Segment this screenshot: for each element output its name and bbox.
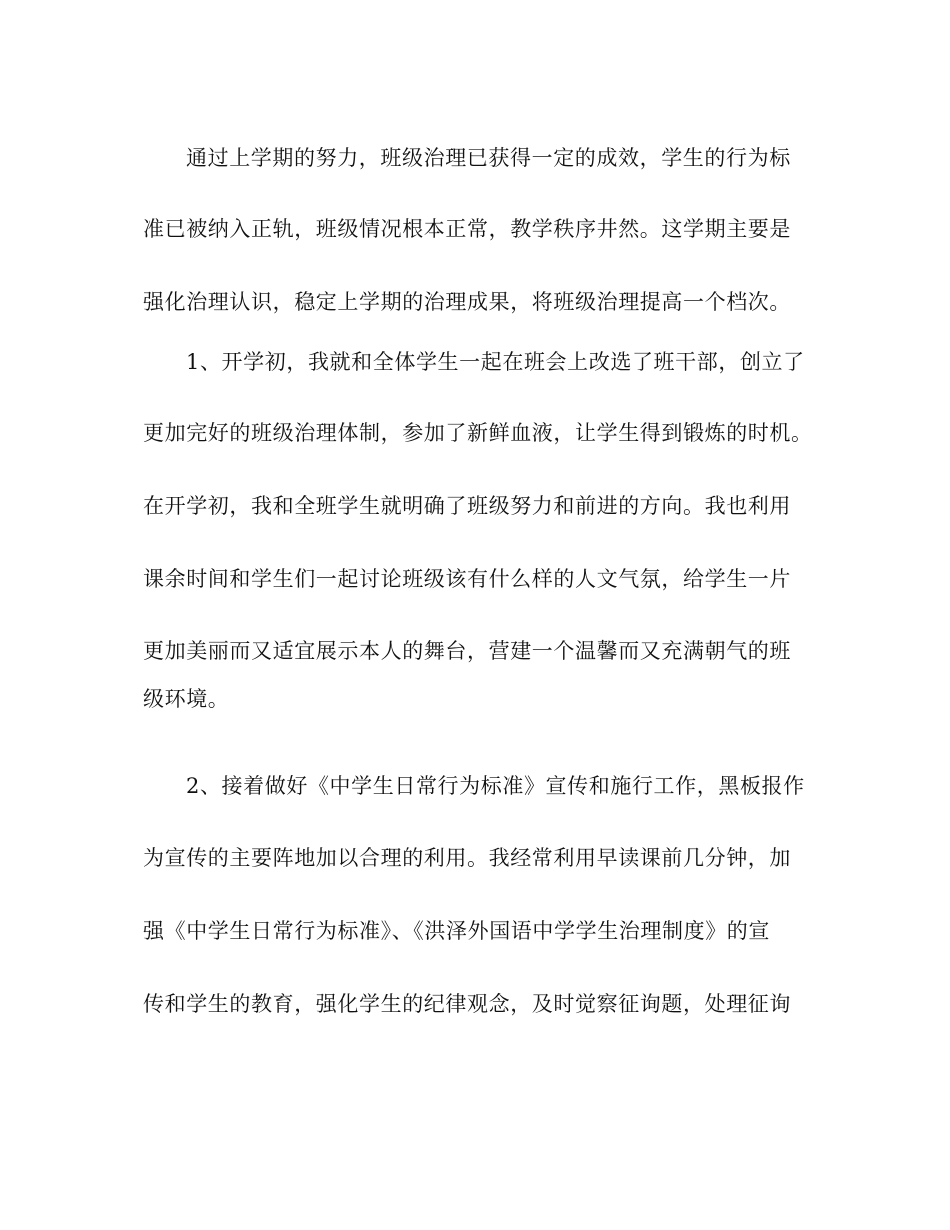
text-line: 准已被纳入正轨，班级情况根本正常，教学秩序井然。这学期主要是 [143, 217, 791, 241]
text-line: 为宣传的主要阵地加以合理的利用。我经常利用早读课前几分钟，加 [143, 846, 791, 870]
text-line: 强化治理认识，稳定上学期的治理成果，将班级治理提高一个档次。 [143, 290, 791, 314]
text-line: 更加完好的班级治理体制，参加了新鲜血液，让学生得到锻炼的时机。 [143, 421, 813, 445]
text-line: 强《中学生日常行为标准》、《洪泽外国语中学学生治理制度》的宣 [143, 919, 770, 943]
text-line: 1、开学初，我就和全体学生一起在班会上改选了班干部，创立了 [186, 350, 805, 374]
text-line: 更加美丽而又适宜展示本人的舞台，营建一个温馨而又充满朝气的班 [143, 639, 791, 663]
text-line: 2、接着做好《中学生日常行为标准》宣传和施行工作，黑板报作 [186, 774, 805, 798]
text-line: 课余时间和学生们一起讨论班级该有什么样的人文气氛，给学生一片 [143, 567, 791, 591]
text-line: 传和学生的教育，强化学生的纪律观念，及时觉察征询题，处理征询 [143, 992, 791, 1016]
text-line: 通过上学期的努力，班级治理已获得一定的成效，学生的行为标 [186, 146, 791, 170]
text-line: 级环境。 [143, 687, 230, 711]
text-line: 在开学初，我和全班学生就明确了班级努力和前进的方向。我也利用 [143, 494, 791, 518]
